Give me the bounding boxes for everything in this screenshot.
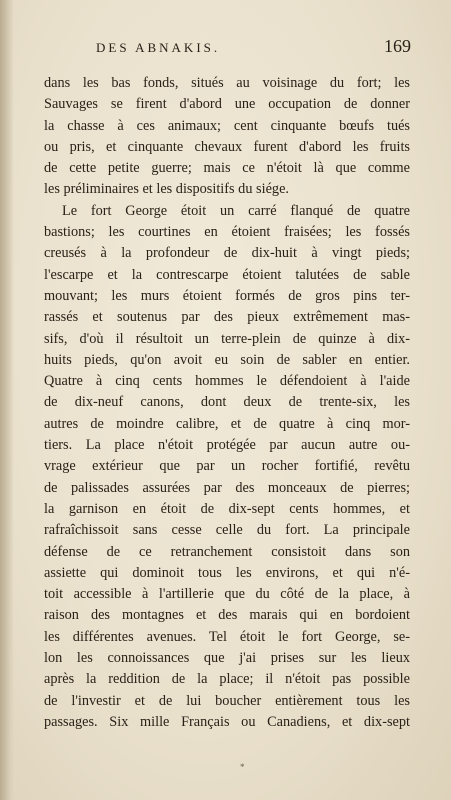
- text-line: toit accessible à l'artillerie que du côté de la place, à: [44, 586, 410, 603]
- text-line: vrage extérieur que par un rocher fortifié, revêtu: [44, 458, 410, 475]
- text-line: assiette qui dominoit tous les environs, et qui n'é-: [44, 564, 410, 581]
- text-line: dans les bas fonds, situés au voisinage du fort; les: [44, 75, 410, 91]
- body-text: [44, 73, 410, 733]
- text-line: de l'investir et de lui boucher entièrement tous les: [44, 692, 410, 709]
- text-line: Quatre à cinq cents hommes le défendoient à l'aide: [44, 373, 410, 390]
- text-line: les préliminaires et les dispositifs du siége.: [44, 181, 289, 198]
- running-head: [96, 36, 411, 56]
- running-title: DES ABNAKIS.: [96, 40, 221, 55]
- text-line: rafraîchissoit sans cesse celle du fort. La principale: [44, 522, 410, 539]
- text-line: Sauvages se firent d'abord une occupation de donner: [44, 96, 410, 113]
- text-line: creusés à la profondeur de dix-huit à vingt pieds;: [44, 245, 410, 262]
- printer-mark: *: [240, 762, 245, 772]
- text-line: tiers. La place n'étoit protégée par aucun autre ou-: [44, 437, 410, 454]
- text-line: l'escarpe et la contrescarpe étoient talutées de sable: [44, 266, 410, 283]
- text-line: après la reddition de la place; il n'étoit pas possible: [44, 671, 410, 688]
- text-line: autres de moindre calibre, et de quatre à cinq mor-: [44, 415, 410, 432]
- text-line: mouvant; les murs étoient formés de gros pins ter-: [44, 287, 410, 304]
- text-line: sifs, d'où il résultoit un terre-plein de quinze à dix-: [44, 330, 410, 347]
- text-line: lon les connoissances que j'ai prises sur les lieux: [44, 650, 410, 667]
- text-line: rassés et soutenus par des pieux extrêmement mas-: [44, 309, 410, 326]
- text-line: la chasse à ces animaux; cent cinquante bœufs tués: [44, 117, 410, 134]
- text-line: de palissades assurées par des monceaux de pierres;: [44, 479, 410, 496]
- text-line: les différentes avenues. Tel étoit le fort George, se-: [44, 628, 410, 645]
- text-line: la garnison en étoit de dix-sept cents hommes, et: [44, 500, 410, 517]
- page-number: 169: [384, 36, 411, 56]
- text-line: passages. Six mille Français ou Canadiens, et dix-sept: [44, 713, 410, 730]
- text-line: de dix-neuf canons, dont deux de trente-six, les: [44, 394, 410, 411]
- text-line: défense de ce retranchement consistoit dans son: [44, 543, 410, 560]
- text-line: bastions; les courtines en étoient fraisées; les fossés: [44, 224, 410, 241]
- text-line: de cette petite guerre; mais ce n'étoit là que comme: [44, 160, 410, 177]
- page-gutter-shadow: [0, 0, 14, 800]
- text-line: ou pris, et cinquante chevaux furent d'abord les fruits: [44, 138, 410, 155]
- text-line: huits pieds, qu'on avoit eu soin de sabler en entier.: [44, 351, 410, 368]
- text-line: Le fort George étoit un carré flanqué de quatre: [62, 202, 410, 219]
- text-line: raison des montagnes et des marais qui en bordoient: [44, 607, 410, 624]
